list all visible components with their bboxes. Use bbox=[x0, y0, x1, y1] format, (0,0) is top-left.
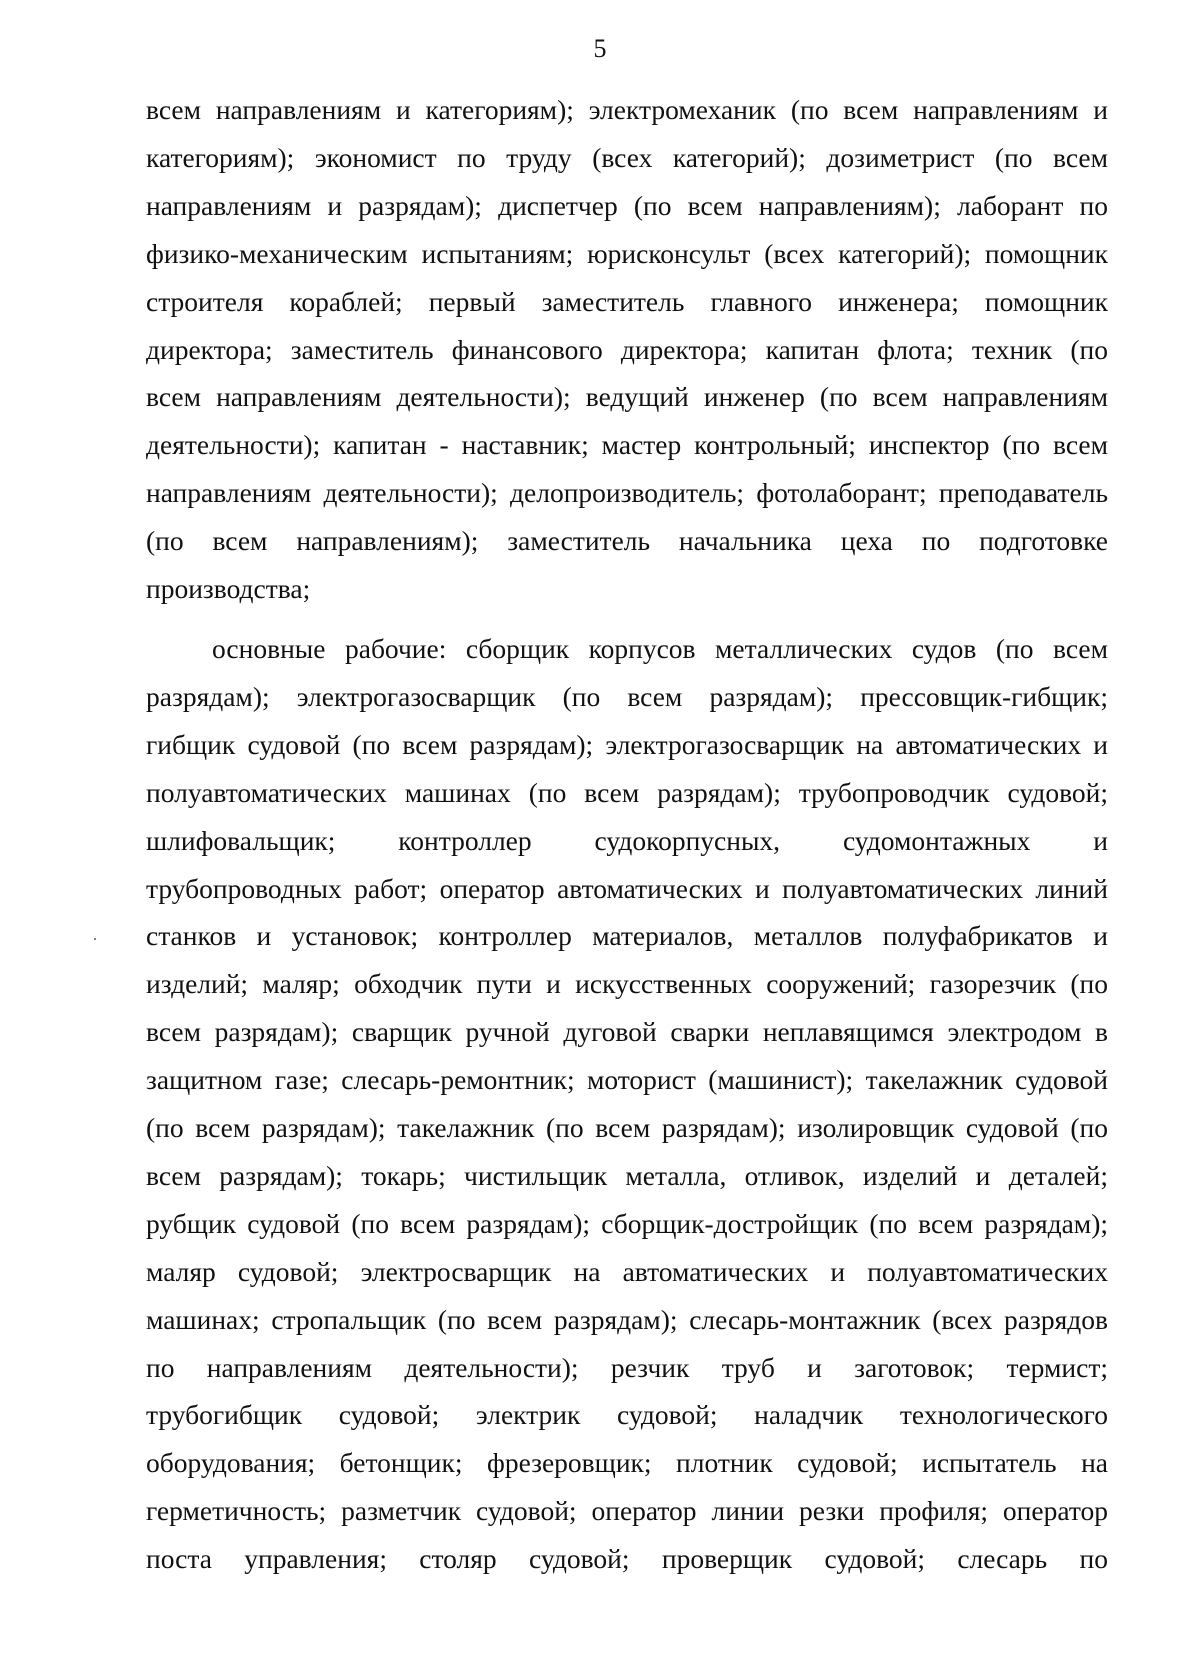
text-line: производства; bbox=[146, 573, 311, 605]
paragraph-managers-list bbox=[146, 86, 1108, 613]
text-line: направлениям деятельности); делопроизводитель; фотолаборант; преподаватель bbox=[146, 477, 1108, 509]
text-line: рубщик судовой (по всем разрядам); сборщик-достройщик (по всем разрядам); bbox=[146, 1207, 1108, 1239]
text-line: поста управления; столяр судовой; проверщик судовой; слесарь по bbox=[146, 1543, 1108, 1575]
text-line: строителя кораблей; первый заместитель главного инженера; помощник bbox=[146, 285, 1108, 317]
text-line: оборудования; бетонщик; фрезеровщик; плотник судовой; испытатель на bbox=[146, 1447, 1108, 1479]
text-line: физико-механическим испытаниям; юрисконсульт (всех категорий); помощник bbox=[146, 237, 1108, 269]
text-line: гибщик судовой (по всем разрядам); электрогазосварщик на автоматических и bbox=[146, 728, 1108, 760]
text-line: станков и установок; контроллер материалов, металлов полуфабрикатов и bbox=[146, 920, 1108, 952]
paragraph-workers-list bbox=[146, 625, 1108, 1583]
text-line: трубогибщик судовой; электрик судовой; наладчик технологического bbox=[146, 1399, 1108, 1431]
text-line: (по всем направлениям); заместитель начальника цеха по подготовке bbox=[146, 525, 1108, 557]
text-line: директора; заместитель финансового директора; капитан флота; техник (по bbox=[146, 333, 1108, 365]
text-line: изделий; маляр; обходчик пути и искусственных сооружений; газорезчик (по bbox=[146, 968, 1108, 1000]
text-line: всем направлениям деятельности); ведущий инженер (по всем направлениям bbox=[146, 381, 1108, 413]
text-line: машинах; стропальщик (по всем разрядам); слесарь-монтажник (всех разрядов bbox=[146, 1303, 1108, 1335]
text-line: защитном газе; слесарь-ремонтник; моторист (машинист); такелажник судовой bbox=[146, 1064, 1108, 1096]
text-line: шлифовальщик; контроллер судокорпусных, судомонтажных и bbox=[146, 824, 1108, 856]
text-line: деятельности); капитан - наставник; мастер контрольный; инспектор (по всем bbox=[146, 429, 1108, 461]
text-line: всем разрядам); сварщик ручной дуговой сварки неплавящимся электродом в bbox=[146, 1016, 1108, 1048]
text-line: маляр судовой; электросварщик на автоматических и полуавтоматических bbox=[146, 1255, 1108, 1287]
text-line: полуавтоматических машинах (по всем разрядам); трубопроводчик судовой; bbox=[146, 776, 1108, 808]
text-line: (по всем разрядам); такелажник (по всем разрядам); изолировщик судовой (по bbox=[146, 1112, 1108, 1144]
text-line: всем направлениям и категориям); электромеханик (по всем направлениям и bbox=[146, 94, 1108, 125]
text-line: герметичность; разметчик судовой; оператор линии резки профиля; оператор bbox=[146, 1495, 1108, 1527]
text-line: всем разрядам); токарь; чистильщик металла, отливок, изделий и деталей; bbox=[146, 1159, 1108, 1191]
page-number: 5 bbox=[593, 34, 607, 63]
text-line: по направлениям деятельности); резчик труб и заготовок; термист; bbox=[146, 1351, 1108, 1383]
scan-speck bbox=[94, 938, 96, 940]
text-line: трубопроводных работ; оператор автоматических и полуавтоматических линий bbox=[146, 872, 1108, 904]
text-line: направлениям и разрядам); диспетчер (по всем направлениям); лаборант по bbox=[146, 189, 1108, 221]
text-line: разрядам); электрогазосварщик (по всем разрядам); прессовщик-гибщик; bbox=[146, 680, 1108, 712]
text-line: основные рабочие: сборщик корпусов металлических судов (по всем bbox=[212, 632, 1108, 664]
document-body bbox=[146, 86, 1108, 1583]
text-line: категориям); экономист по труду (всех категорий); дозиметрист (по всем bbox=[146, 141, 1108, 173]
